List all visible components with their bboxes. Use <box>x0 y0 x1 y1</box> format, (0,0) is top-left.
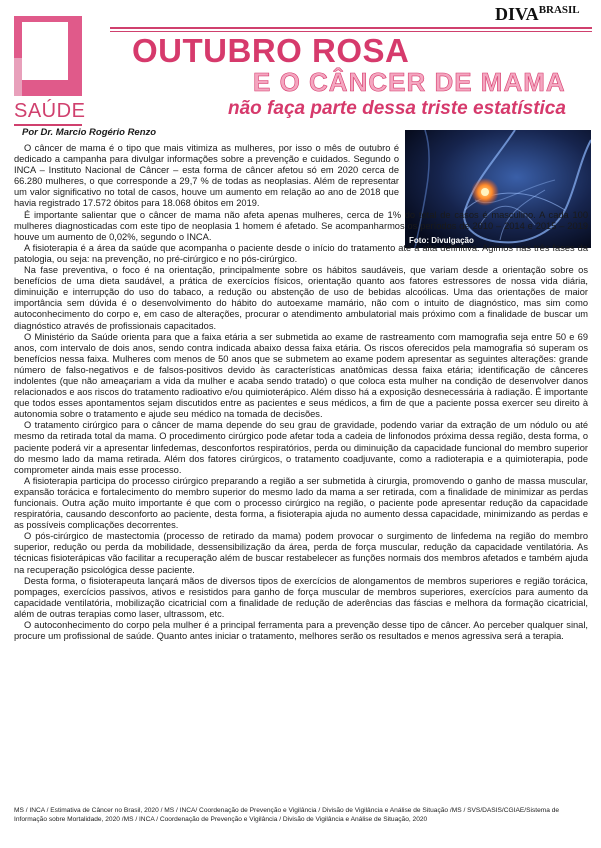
paragraph: A fisioterapia participa do processo cirúrgico preparando a região a ser submetida à cirurgia, promovendo o ganho de massa muscular, expansão torácica e fortalecimento do membro superior do mesmo lado da mama a ser retirada, com a finalidade de minimizar as perdas funcionais. Outra ação muito importante é que com o processo cirúrgico na região, o paciente pode apresentar redução da capacidade respiratória, causando desconforto ao paciente, desta forma, a fisioterapia ajuda no aumento dessa capacidade, minimizando as perdas e as possíveis complicações decorrentes. <box>14 475 588 531</box>
article-body <box>14 143 588 642</box>
brand-logo <box>495 4 580 25</box>
paragraph: Desta forma, o fisioterapeuta lançará mãos de diversos tipos de exercícios de alongamentos de membros superiores e região torácica, pompages, exercícios passivos, ativos e resistidos para ganho de força muscular de membros superiores, exercícios para aumento da capacidade ventilatória, mobilização cicatricial com a finalidade de redução de aderências das fáscias e melhora da formação cicatricial, além de outras terapias como laser, ultrassom, etc. <box>14 575 588 619</box>
section-underline <box>14 124 82 126</box>
paragraph: Na fase preventiva, o foco é na orientação, principalmente sobre os hábitos saudáveis, que variam desde a orientação sobre os benefícios de uma dieta saudável, a prática de exercícios físicos, orientação quanto aos fatores estressores de nossa vida diária, diminuição e interrupção do uso do tabaco, a redução ou abstenção de uso de bebidas alcoólicas. Uma das orientações de maior importância sem dúvida é o desenvolvimento do hábito do autoexame mamário, não com o intuito de diagnóstico, mas sim como autoconhecimento do corpo e, em caso de alterações, procurar o atendimento ambulatorial mais próximo com a finalidade de buscar um diagnóstico através de profissionais capacitados. <box>14 265 588 331</box>
references: MS / INCA / Estimativa de Câncer no Brasil, 2020 / MS / INCA/ Coordenação de Prevenção e Vigilância / Divisão de Vigilância e Análise de Situação /MS / SVS/DASIS/CGIAE/Sistema de Informação sobre Mortalidade, 2020 /MS / INCA / Coordenação de Prevenção e Vigilância / Divisão de Vigilância e Análise de Situação, 2020 <box>14 807 560 823</box>
paragraph: O Ministério da Saúde orienta para que a faixa etária a ser submetida ao exame de rastreamento com mamografia seja entre 50 e 69 anos, com intervalo de dois anos, sendo contra indicada abaixo dessa faixa etária. Os riscos oferecidos pela mamografia só superam os benefícios nessa faixa. Mulheres com menos de 50 anos que se submetem ao exame podem apresentar as seguintes alterações: grande número de falso-negativos e de falsos-positivos devido às características anatômicas dessa faixa etária; identificação de cânceres indolentes (que não ameaçariam a vida da mulher e acaba sendo tratado) o que coloca esta mulher na condição de desenvolver danos relacionados e aos riscos do tratamento radioativo e/ou quimioterápico. Além disso há a exposição desnecessária à radiação. É importante que todos esses apontamentos sejam discutidos entre as pacientes e seus médicos, a fim de que a paciente possa exercer seu direito à autonomia sobre o tratamento e ajude seu médico na tomada de decisões. <box>14 331 588 420</box>
logo-inner-square <box>22 22 68 80</box>
brand-sub: BRASIL <box>538 4 580 16</box>
author-byline: Por Dr. Marcio Rogério Renzo <box>22 127 157 138</box>
paragraph: É importante salientar que o câncer de mama não afeta apenas mulheres, cerca de 1% do total de casos é masculino. A cada 100 mulheres diagnosticadas com este tipo de neoplasia 1 homem é afetado. Se acompanharmos os períodos de 2010 – 2014 e 2015 – 2019 houve um aumento de 0,02%, segundo o INCA. <box>14 209 588 242</box>
paragraph: O autoconhecimento do corpo pela mulher é a principal ferramenta para a prevenção desse tipo de câncer. Ao perceber qualquer sinal, procure um profissional de saúde. Quanto antes iniciar o tratamento, melhores serão os resultados e menos agressiva será a terapia. <box>14 620 588 642</box>
page-title: OUTUBRO ROSA <box>132 32 410 69</box>
paragraph: O câncer de mama é o tipo que mais vitimiza as mulheres, por isso o mês de outubro é dedicado a campanha para divulgar informações sobre a prevenção e cuidados. Segundo o INCA – Instituto Nacional de Câncer – esta forma de câncer afetou só em 2020 cerca de 66.280 mulheres, o que corresponde a 29,7 % de todas as neoplasias. Além de representar um valor significativo no total de casos, houve um aumento em relação ao ano de 2018 que havia registrado 17.572 óbitos para 18.068 óbitos em 2019. <box>14 143 399 209</box>
paragraph: O pós-cirúrgico de mastectomia (processo de retirado da mama) podem provocar o surgimento de linfedema na região do membro superior, redução ou perda da mobilidade, dessensibilização da área, perda de força muscular, redução da capacidade ventilatória. As técnicas fisioterápicas vão facilitar a recuperação além de buscar restabelecer as funções normais dos membros afetados e também ajuda na recuperação psicológica desse paciente. <box>14 531 588 575</box>
photo-caption: Foto: Divulgação <box>409 236 474 245</box>
paragraph: O tratamento cirúrgico para o câncer de mama depende do seu grau de gravidade, podendo variar da extração de um nódulo ou até mesmo da retirada total da mama. O procedimento cirúrgico pode afetar toda a cadeia de linfonodos próxima dessa região, desta forma, o paciente poderá vir a apresentar linfedemas, desconfortos respiratórios, perda ou diminuição da capacidade funcional do membro superior do mesmo lado da mama retirada. Além dos fatores cirúrgicos, o tratamento coadjuvante, como a radioterapia e a quimioterapia, pode comprometer ainda mais esse processo. <box>14 420 588 475</box>
section-label: SAÚDE <box>14 100 86 122</box>
page-subtitle: E O CÂNCER DE MAMA <box>253 67 566 97</box>
header-rule <box>110 27 592 29</box>
brand-name: DIVA <box>495 4 539 24</box>
logo-side-bar <box>14 58 22 96</box>
paragraph: A fisioterapia é a área da saúde que acompanha o paciente desde o início do tratamento até a alta definitiva. Agimos nas três fases da patologia, ou seja: na prevenção, no pré-cirúrgico e no pós-cirúrgico. <box>14 242 588 264</box>
page-tagline: não faça parte dessa triste estatística <box>228 98 566 119</box>
